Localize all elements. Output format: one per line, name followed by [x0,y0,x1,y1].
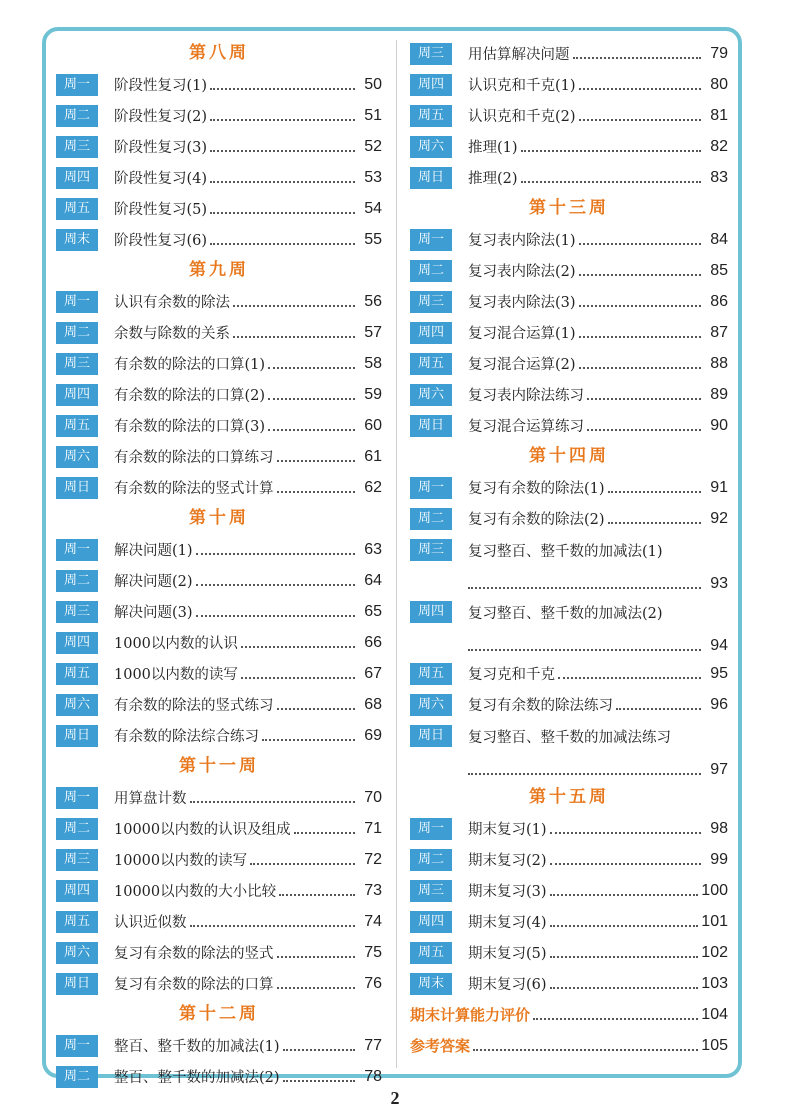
toc-entry[interactable] [56,100,382,131]
dot-leader [233,305,355,307]
entry-page: 94 [710,636,728,654]
dot-leader [573,57,702,59]
entry-title: 用算盘计数 [114,791,187,807]
day-badge: 周六 [56,446,98,468]
dot-leader [268,398,355,400]
entry-page: 71 [364,819,382,837]
dot-leader [233,336,355,338]
day-badge: 周四 [56,384,98,406]
dot-leader [521,181,701,183]
entry-page: 86 [710,292,728,310]
toc-entry[interactable] [56,658,382,689]
dot-leader [210,212,355,214]
page-number: 2 [390,1088,400,1108]
toc-entry[interactable] [56,131,382,162]
week-heading: 第十一周 [179,756,259,776]
week-heading: 第八周 [189,43,249,63]
entry-title: 复习整百、整千数的加减法练习 [468,730,671,746]
dot-leader [283,1049,355,1051]
entry-page: 97 [710,760,728,778]
toc-entry[interactable] [56,596,382,627]
day-badge: 周二 [56,570,98,592]
toc-entry[interactable] [56,224,382,255]
day-badge: 周六 [410,694,452,716]
entry-title: 复习整百、整千数的加减法(2) [468,606,663,622]
week-heading: 第十周 [189,508,249,528]
entry-title: 有余数的除法的竖式练习 [114,698,274,714]
toc-entry[interactable] [410,472,728,503]
entry-title: 10000以内数的认识及组成 [114,822,291,838]
dot-leader [279,894,355,896]
entry-title: 复习有余数的除法的口算 [114,977,274,993]
toc-entry[interactable] [410,813,728,844]
entry-title: 期末复习(4) [468,915,547,931]
entry-page: 55 [364,230,382,248]
toc-entry[interactable] [410,720,728,782]
week-heading: 第十三周 [529,198,609,218]
entry-page: 65 [364,602,382,620]
day-badge: 周日 [410,415,452,437]
dot-leader [587,429,701,431]
day-badge: 周二 [56,818,98,840]
toc-entry[interactable] [410,69,728,100]
entry-title: 复习混合运算练习 [468,419,584,435]
entry-page: 93 [710,574,728,592]
entry-title: 解决问题(1) [114,543,193,559]
entry-page: 100 [701,881,728,899]
day-badge: 周五 [410,663,452,685]
dot-leader [241,677,355,679]
entry-page: 91 [710,478,728,496]
toc-entry[interactable] [56,472,382,503]
toc-entry[interactable] [410,410,728,441]
entry-page: 50 [364,75,382,93]
day-badge: 周一 [56,787,98,809]
toc-entry[interactable] [410,286,728,317]
toc-entry[interactable] [410,317,728,348]
day-badge: 周三 [56,601,98,623]
entry-title: 有余数的除法的竖式计算 [114,481,274,497]
week-heading: 第九周 [189,260,249,280]
toc-entry[interactable] [56,1030,382,1061]
entry-page: 56 [364,292,382,310]
entry-title: 推理(2) [468,171,518,187]
dot-leader [294,832,355,834]
toc-entry[interactable] [56,317,382,348]
day-badge: 周日 [56,973,98,995]
day-badge: 周二 [410,849,452,871]
dot-leader [277,708,356,710]
dot-leader [521,150,701,152]
entry-page: 105 [701,1036,728,1054]
toc-entry[interactable] [410,968,728,999]
dot-leader [473,1049,698,1051]
entry-page: 53 [364,168,382,186]
entry-title: 阶段性复习(2) [114,109,208,125]
dot-leader [190,801,356,803]
toc-entry[interactable] [410,224,728,255]
toc-entry[interactable] [410,38,728,69]
dot-leader [210,243,355,245]
entry-title: 复习表内除法练习 [468,388,584,404]
week-heading: 第十五周 [529,787,609,807]
day-badge: 周四 [410,911,452,933]
dot-leader [196,553,355,555]
entry-continuation [410,573,728,595]
entry-title: 有余数的除法的口算(2) [114,388,266,404]
day-badge: 周末 [410,973,452,995]
entry-title: 复习有余数的除法的竖式 [114,946,274,962]
entry-title: 整百、整千数的加减法(2) [114,1070,280,1086]
entry-title: 有余数的除法的口算(1) [114,357,266,373]
dot-leader [616,708,701,710]
entry-page: 98 [710,819,728,837]
entry-page: 89 [710,385,728,403]
toc-entry[interactable] [410,937,728,968]
dot-leader [587,398,701,400]
day-badge: 周一 [410,818,452,840]
dot-leader [283,1080,355,1082]
day-badge: 周四 [56,880,98,902]
entry-page: 104 [701,1005,728,1023]
toc-entry[interactable] [410,100,728,131]
day-badge: 周一 [56,291,98,313]
day-badge: 周二 [410,260,452,282]
entry-page: 52 [364,137,382,155]
entry-page: 72 [364,850,382,868]
dot-leader [210,181,355,183]
extra-title: 期末计算能力评价 [410,1006,531,1024]
day-badge: 周六 [56,694,98,716]
entry-page: 69 [364,726,382,744]
toc-entry[interactable] [410,534,728,596]
toc-entry[interactable] [410,844,728,875]
entry-title: 有余数的除法的口算(3) [114,419,266,435]
day-badge: 周一 [410,229,452,251]
entry-page: 95 [710,664,728,682]
entry-page: 60 [364,416,382,434]
entry-page: 87 [710,323,728,341]
dot-leader [533,1018,698,1020]
toc-left-column [56,38,382,1092]
toc-entry[interactable] [410,379,728,410]
dot-leader [250,863,355,865]
entry-page: 57 [364,323,382,341]
toc-entry[interactable] [410,875,728,906]
extra-title: 参考答案 [410,1037,471,1055]
entry-title: 10000以内数的大小比较 [114,884,277,900]
dot-leader [550,863,701,865]
toc-entry[interactable] [56,162,382,193]
entry-title: 期末复习(1) [468,822,547,838]
dot-leader [268,367,355,369]
toc-entry[interactable] [56,937,382,968]
entry-page: 85 [710,261,728,279]
day-badge: 周三 [410,539,452,561]
day-badge: 周五 [410,353,452,375]
entry-title: 阶段性复习(1) [114,78,208,94]
toc-entry[interactable] [56,968,382,999]
entry-page: 74 [364,912,382,930]
entry-page: 63 [364,540,382,558]
entry-page: 79 [710,44,728,62]
dot-leader [579,243,701,245]
dot-leader [550,925,699,927]
entry-title: 认识克和千克(1) [468,78,576,94]
entry-title: 复习有余数的除法(1) [468,481,605,497]
day-badge: 周日 [410,167,452,189]
toc-entry[interactable] [56,379,382,410]
day-badge: 周一 [56,1035,98,1057]
dot-leader [579,119,701,121]
entry-page: 58 [364,354,382,372]
day-badge: 周三 [56,849,98,871]
day-badge: 周日 [56,477,98,499]
toc-entry[interactable] [410,503,728,534]
day-badge: 周末 [56,229,98,251]
dot-leader [277,956,356,958]
dot-leader [579,305,701,307]
day-badge: 周四 [56,632,98,654]
entry-page: 81 [710,106,728,124]
day-badge: 周一 [410,477,452,499]
day-badge: 周六 [56,942,98,964]
dot-leader [579,367,701,369]
day-badge: 周五 [56,198,98,220]
entry-page: 64 [364,571,382,589]
entry-title: 有余数的除法的口算练习 [114,450,274,466]
entry-continuation [410,759,728,781]
entry-page: 99 [710,850,728,868]
toc-right-column [410,38,728,1061]
entry-title: 用估算解决问题 [468,47,570,63]
toc-entry[interactable] [56,844,382,875]
dot-leader [210,150,355,152]
entry-title: 复习表内除法(1) [468,233,576,249]
day-badge: 周二 [56,1066,98,1088]
entry-page: 54 [364,199,382,217]
entry-page: 73 [364,881,382,899]
day-badge: 周三 [410,291,452,313]
day-badge: 周日 [410,725,452,747]
entry-page: 82 [710,137,728,155]
toc-entry[interactable] [56,906,382,937]
entry-title: 复习表内除法(2) [468,264,576,280]
entry-title: 1000以内数的读写 [114,667,238,683]
entry-title: 期末复习(6) [468,977,547,993]
toc-entry[interactable] [56,534,382,565]
dot-leader [241,646,355,648]
entry-title: 有余数的除法综合练习 [114,729,259,745]
dot-leader [190,925,356,927]
dot-leader [579,336,701,338]
toc-entry[interactable] [56,782,382,813]
entry-page: 90 [710,416,728,434]
entry-title: 复习表内除法(3) [468,295,576,311]
entry-title: 10000以内数的读写 [114,853,248,869]
entry-page: 75 [364,943,382,961]
entry-page: 59 [364,385,382,403]
entry-title: 复习克和千克 [468,667,555,683]
toc-entry[interactable] [410,162,728,193]
entry-page: 70 [364,788,382,806]
entry-page: 92 [710,509,728,527]
dot-leader [550,987,699,989]
entry-page: 76 [364,974,382,992]
dot-leader [262,739,355,741]
dot-leader [196,615,355,617]
day-badge: 周四 [410,601,452,623]
dot-leader [558,677,701,679]
entry-title: 余数与除数的关系 [114,326,230,342]
entry-page: 68 [364,695,382,713]
entry-title: 认识有余数的除法 [114,295,230,311]
entry-title: 推理(1) [468,140,518,156]
entry-continuation [410,635,728,657]
toc-entry[interactable] [410,658,728,689]
day-badge: 周三 [56,136,98,158]
day-badge: 周五 [56,415,98,437]
entry-title: 解决问题(2) [114,574,193,590]
dot-leader [550,832,701,834]
entry-title: 阶段性复习(5) [114,202,208,218]
entry-page: 62 [364,478,382,496]
entry-title: 整百、整千数的加减法(1) [114,1039,280,1055]
toc-entry[interactable] [56,441,382,472]
dot-leader [277,491,356,493]
toc-entry[interactable] [56,410,382,441]
day-badge: 周一 [56,74,98,96]
day-badge: 周四 [56,167,98,189]
dot-leader [550,956,699,958]
dot-leader [196,584,355,586]
entry-title: 1000以内数的认识 [114,636,238,652]
toc-entry[interactable] [56,813,382,844]
entry-title: 阶段性复习(3) [114,140,208,156]
day-badge: 周二 [56,105,98,127]
toc-entry[interactable] [410,131,728,162]
toc-entry[interactable] [410,906,728,937]
day-badge: 周四 [410,74,452,96]
toc-entry[interactable] [56,286,382,317]
day-badge: 周六 [410,136,452,158]
entry-title: 复习混合运算(1) [468,326,576,342]
column-divider [396,40,397,1068]
day-badge: 周三 [410,880,452,902]
entry-title: 复习有余数的除法(2) [468,512,605,528]
dot-leader [608,522,701,524]
toc-entry[interactable] [410,596,728,658]
entry-title: 期末复习(3) [468,884,547,900]
day-badge: 周二 [56,322,98,344]
entry-page: 103 [701,974,728,992]
day-badge: 周三 [56,353,98,375]
entry-page: 61 [364,447,382,465]
dot-leader [579,88,701,90]
week-heading: 第十二周 [179,1004,259,1024]
entry-page: 66 [364,633,382,651]
entry-page: 67 [364,664,382,682]
dot-leader [579,274,701,276]
entry-title: 阶段性复习(6) [114,233,208,249]
dot-leader [268,429,355,431]
toc-extra-entry[interactable] [410,999,728,1030]
entry-title: 解决问题(3) [114,605,193,621]
toc-entry[interactable] [56,565,382,596]
day-badge: 周二 [410,508,452,530]
day-badge: 周三 [410,43,452,65]
toc-entry[interactable] [56,689,382,720]
day-badge: 周五 [56,911,98,933]
entry-page: 84 [710,230,728,248]
day-badge: 周日 [56,725,98,747]
entry-page: 51 [364,106,382,124]
day-badge: 周六 [410,384,452,406]
toc-entry[interactable] [56,69,382,100]
toc-entry[interactable] [56,193,382,224]
entry-title: 复习整百、整千数的加减法(1) [468,544,663,560]
entry-title: 认识克和千克(2) [468,109,576,125]
dot-leader [550,894,699,896]
dot-leader [468,649,701,651]
dot-leader [277,987,356,989]
toc-entry[interactable] [56,348,382,379]
day-badge: 周一 [56,539,98,561]
entry-page: 78 [364,1067,382,1085]
dot-leader [210,88,355,90]
entry-page: 88 [710,354,728,372]
toc-entry[interactable] [410,689,728,720]
entry-page: 80 [710,75,728,93]
day-badge: 周五 [56,663,98,685]
entry-page: 102 [701,943,728,961]
entry-title: 期末复习(2) [468,853,547,869]
entry-title: 阶段性复习(4) [114,171,208,187]
entry-page: 77 [364,1036,382,1054]
entry-title: 认识近似数 [114,915,187,931]
day-badge: 周五 [410,942,452,964]
entry-title: 复习混合运算(2) [468,357,576,373]
week-heading: 第十四周 [529,446,609,466]
dot-leader [277,460,356,462]
toc-entry[interactable] [56,720,382,751]
toc-entry[interactable] [56,627,382,658]
dot-leader [210,119,355,121]
toc-entry[interactable] [410,255,728,286]
entry-page: 101 [701,912,728,930]
dot-leader [608,491,701,493]
toc-extra-entry[interactable] [410,1030,728,1061]
entry-title: 期末复习(5) [468,946,547,962]
entry-title: 复习有余数的除法练习 [468,698,613,714]
toc-entry[interactable] [56,875,382,906]
day-badge: 周五 [410,105,452,127]
day-badge: 周四 [410,322,452,344]
dot-leader [468,773,701,775]
dot-leader [468,587,701,589]
toc-entry[interactable] [410,348,728,379]
entry-page: 83 [710,168,728,186]
entry-page: 96 [710,695,728,713]
